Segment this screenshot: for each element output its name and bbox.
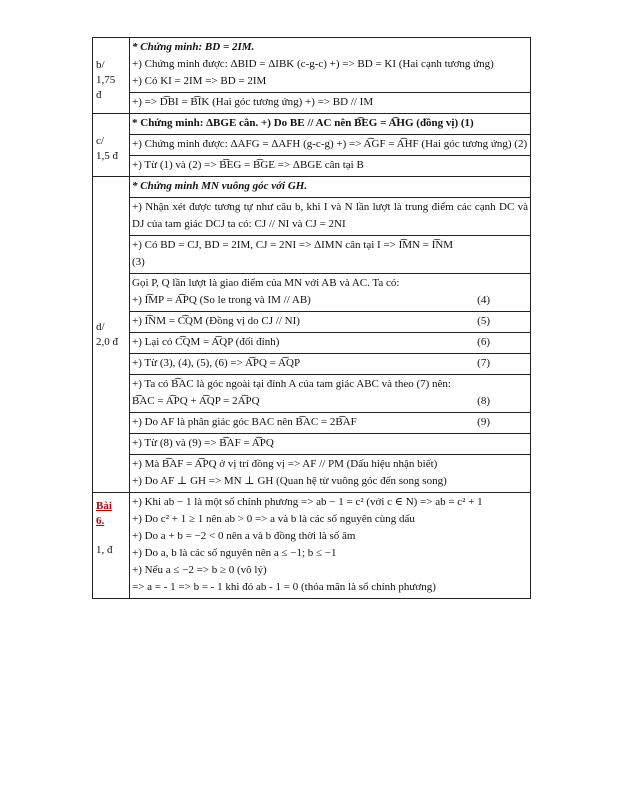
text-line: +) Do a + b = −2 < 0 nên a và b đồng thời là số âm bbox=[132, 530, 356, 542]
numbered-line bbox=[132, 334, 528, 351]
table-row-part-c bbox=[93, 114, 531, 177]
text-line: B͡AC = A͡PQ + A͡QP = 2A͡PQ bbox=[132, 395, 260, 407]
section-heading: * Chứng minh: BD = 2IM. bbox=[132, 41, 255, 53]
text-line: +) Từ (1) và (2) => B͡EG = B͡GE => ΔBGE cân tại B bbox=[132, 159, 364, 171]
text-line: +) Do c² + 1 ≥ 1 nên ab > 0 => a và b là các số nguyên cùng dấu bbox=[132, 513, 415, 525]
equation-number: (8) bbox=[477, 395, 490, 407]
text-line: +) Do AF ⊥ GH => MN ⊥ GH (Quan hệ từ vuông góc đến song song) bbox=[132, 475, 447, 487]
equation-number: (7) bbox=[477, 357, 490, 369]
content-cell-d bbox=[130, 177, 531, 493]
content-cell-bai-6 bbox=[130, 493, 531, 599]
text-line: => a = - 1 => b = - 1 khi đó ab - 1 = 0 (thỏa mãn là số chính phương) bbox=[132, 581, 436, 593]
problem-label: Bài bbox=[96, 500, 112, 512]
content-block bbox=[130, 333, 530, 354]
content-cell-c bbox=[130, 114, 531, 177]
content-cell-b bbox=[130, 38, 531, 114]
text-line: +) Nếu a ≤ −2 => b ≥ 0 (vô lý) bbox=[132, 564, 267, 576]
table-row-part-b bbox=[93, 38, 531, 114]
text-line: +) Chứng minh được: ΔAFG = ΔAFH (g-c-g) +) => A͡GF = A͡HF (Hai góc tương ứng) (2) bbox=[132, 138, 528, 150]
content-block bbox=[130, 312, 530, 333]
content-block bbox=[130, 413, 530, 434]
content-block bbox=[130, 156, 530, 176]
equation-number: (6) bbox=[477, 336, 490, 348]
content-block bbox=[130, 434, 530, 455]
equation-number: (3) bbox=[132, 256, 145, 268]
content-block bbox=[130, 493, 530, 598]
equation-number: (5) bbox=[477, 315, 490, 327]
table-row-bai-6 bbox=[93, 493, 531, 599]
solution-table bbox=[92, 37, 531, 599]
text-line: +) Có BD = CJ, BD = 2IM, CJ = 2NI => ΔIMN cân tại I => I͡MN = I͡NM bbox=[132, 239, 454, 251]
text-line: +) Khi ab − 1 là một số chính phương => ab − 1 = c² (với c ∈ N) => ab = c² + 1 bbox=[132, 496, 483, 508]
score-cell-b bbox=[93, 38, 130, 114]
content-block bbox=[130, 236, 530, 274]
numbered-line bbox=[132, 313, 528, 330]
equation-number: (9) bbox=[477, 416, 490, 428]
numbered-line bbox=[132, 414, 528, 431]
score-value: 1, đ bbox=[96, 544, 113, 556]
text-line: +) Từ (8) và (9) => B͡AF = A͡PQ bbox=[132, 437, 274, 449]
problem-number: 6. bbox=[96, 515, 105, 527]
numbered-line bbox=[132, 393, 528, 410]
content-block bbox=[130, 198, 530, 236]
text-line: +) Mà B͡AF = A͡PQ ở vị trí đồng vị => AF // PM (Dấu hiệu nhận biết) bbox=[132, 458, 438, 470]
content-block bbox=[130, 93, 530, 113]
content-block bbox=[130, 354, 530, 375]
section-heading: * Chứng minh: ΔBGE cân. +) Do BE // AC nên B͡EG = A͡HG (đồng vị) (1) bbox=[132, 117, 474, 129]
score-value: 1,75 bbox=[96, 74, 116, 86]
equation-number: (4) bbox=[477, 294, 490, 306]
part-label: b/ bbox=[96, 59, 105, 71]
content-block bbox=[130, 455, 530, 492]
text-line: +) Ta có B͡AC là góc ngoài tại đỉnh A của tam giác ABC và theo (7) nên: bbox=[132, 378, 451, 390]
score-value: 1,5 đ bbox=[96, 150, 118, 162]
score-cell-c bbox=[93, 114, 130, 177]
part-label: c/ bbox=[96, 135, 104, 147]
text-line: +) Nhận xét được tương tự như câu b, khi I và N lần lượt là trung điểm các cạnh DC và DJ của tam giác DCJ ta có: CJ // NI và CJ = 2NI bbox=[132, 201, 528, 230]
content-block bbox=[130, 38, 530, 93]
text-line: +) I͡MP = A͡PQ (So le trong và IM // AB) bbox=[132, 294, 311, 306]
numbered-line bbox=[132, 292, 528, 309]
content-block bbox=[130, 375, 530, 413]
text-line: +) => D͡BI = B͡IK (Hai góc tương ứng) +) => BD // IM bbox=[132, 96, 374, 108]
table-row-part-d bbox=[93, 177, 531, 493]
content-block bbox=[130, 274, 530, 312]
content-block bbox=[130, 177, 530, 198]
content-block bbox=[130, 135, 530, 156]
text-line: +) Do a, b là các số nguyên nên a ≤ −1; b ≤ −1 bbox=[132, 547, 337, 559]
section-heading: * Chứng minh MN vuông góc với GH. bbox=[132, 180, 308, 192]
text-line: +) Lại có C͡QM = A͡QP (đối đỉnh) bbox=[132, 336, 280, 348]
text-line: +) Có KI = 2IM => BD = 2IM bbox=[132, 75, 267, 87]
content-block bbox=[130, 114, 530, 135]
text-line: +) Do AF là phân giác góc BAC nên B͡AC = 2B͡AF bbox=[132, 416, 357, 428]
score-unit: đ bbox=[96, 89, 102, 101]
score-value: 2,0 đ bbox=[96, 335, 118, 348]
text-line: +) Từ (3), (4), (5), (6) => A͡PQ = A͡QP bbox=[132, 357, 301, 369]
score-cell-bai-6 bbox=[93, 493, 130, 599]
part-label: d/ bbox=[96, 320, 105, 333]
score-cell-d bbox=[93, 177, 130, 493]
text-line: Gọi P, Q lần lượt là giao điểm của MN với AB và AC. Ta có: bbox=[132, 277, 400, 289]
text-line: +) I͡NM = C͡QM (Đồng vị do CJ // NI) bbox=[132, 315, 300, 327]
numbered-line bbox=[132, 355, 528, 372]
text-line: +) Chứng minh được: ΔBID = ΔIBK (c-g-c) +) => BD = KI (Hai cạnh tương ứng) bbox=[132, 58, 494, 70]
